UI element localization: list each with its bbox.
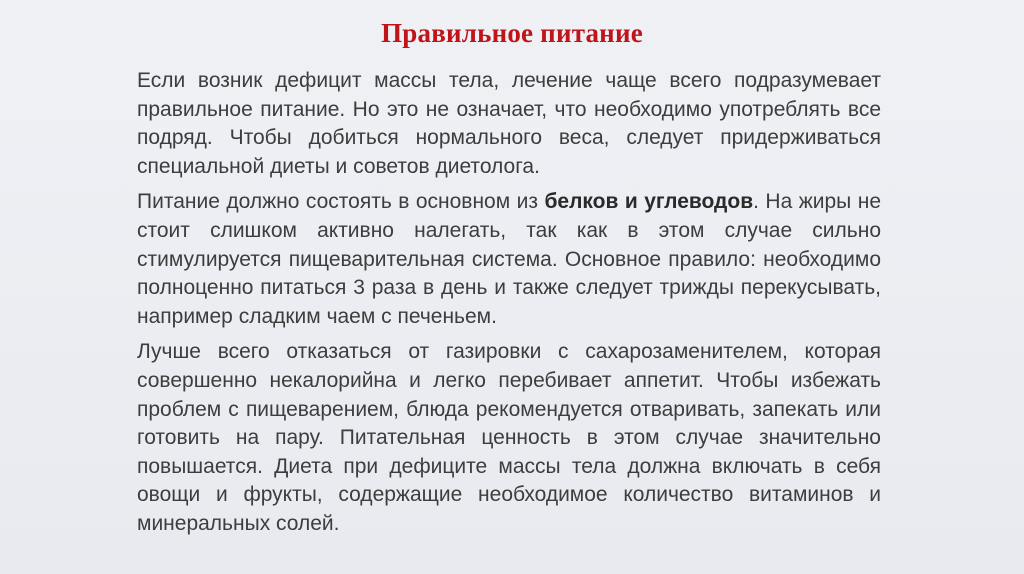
slide-body [137,67,881,546]
paragraph-2-bold-phrase: белков и углеводов [544,190,754,214]
paragraph-2 [137,188,881,331]
paragraph-2-text-end: . На жиры не стоит слишком активно налегать, так как в этом случае сильно стимулируется пищеварительная система. Основное правило: необходимо полноценно питаться 3 раза в день и также следует трижды перекусывать, например сладким чаем с печеньем. [137,190,882,328]
paragraph-2-text-start: Питание должно состоять в основном из [137,190,545,214]
paragraph-3: Лучше всего отказаться от газировки с сахарозаменителем, которая совершенно некалорийна и легко перебивает аппетит. Чтобы избежать проблем с пищеварением, блюда рекомендуется отваривать, запекать или готовить на пару. Питательная ценность в этом случае значительно повышается. Диета при дефиците массы тела должна включать в себя овощи и фрукты, содержащие необходимое количество витаминов и минеральных солей. [137,340,881,535]
paragraph-1: Если возник дефицит массы тела, лечение чаще всего подразумевает правильное питание. Но это не означает, что необходимо употреблять все подряд. Чтобы добиться нормального веса, следует придерживаться специальной диеты и советов диетолога. [137,69,881,178]
slide-title: Правильное питание [381,18,643,48]
